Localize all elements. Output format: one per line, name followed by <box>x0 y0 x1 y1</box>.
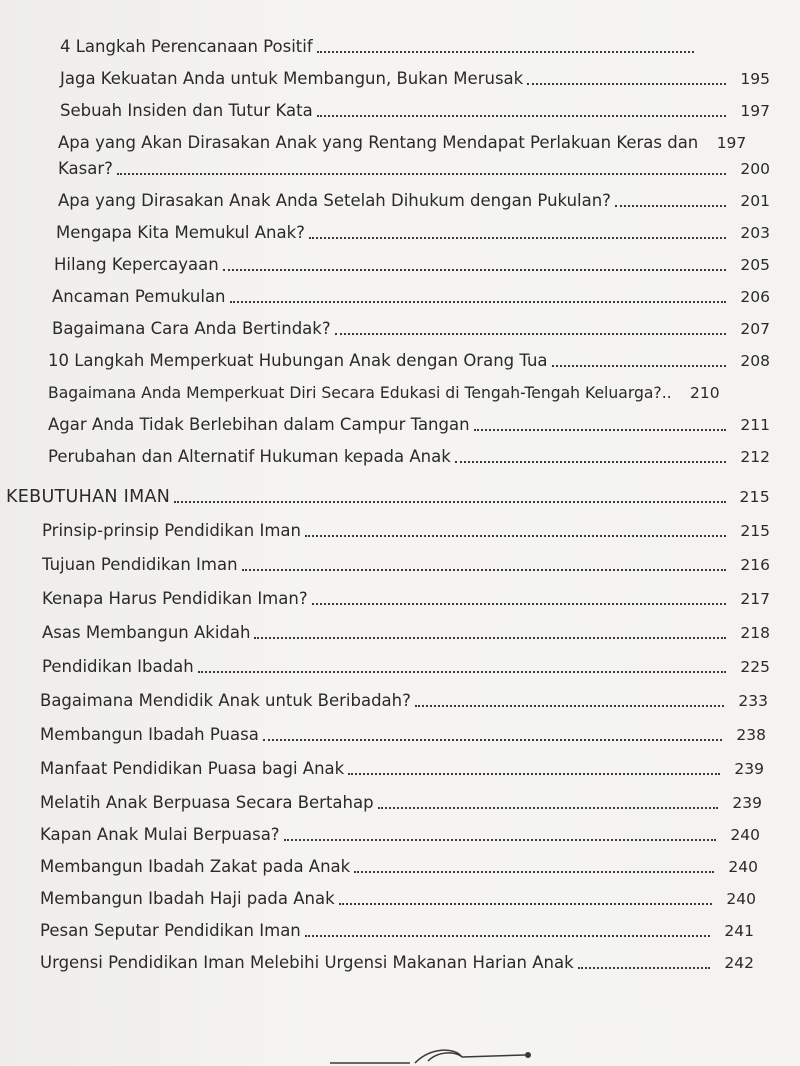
toc-entry-title: Urgensi Pendidikan Iman Melebihi Urgensi Makanan Harian Anak <box>40 953 574 972</box>
toc-entry-page: 238 <box>736 726 766 744</box>
toc-entry-page: 197 <box>740 102 770 120</box>
dot-leader <box>305 535 726 537</box>
toc-entry-title: Kapan Anak Mulai Berpuasa? <box>40 825 280 844</box>
dot-leader <box>230 301 726 303</box>
toc-entry-title: Tujuan Pendidikan Iman <box>42 555 238 574</box>
dot-leader <box>309 237 726 239</box>
toc-entry <box>0 678 800 712</box>
toc-entry-page: 211 <box>740 416 770 434</box>
dot-leader <box>348 773 720 775</box>
toc-entry-page: 242 <box>724 954 754 972</box>
toc-entry-title: Apa yang Akan Dirasakan Anak yang Rentang Mendapat Perlakuan Keras dan <box>58 133 699 152</box>
toc-entry-page: 206 <box>740 288 770 306</box>
toc-entry-title: Prinsip-prinsip Pendidikan Iman <box>42 521 301 540</box>
toc-entry <box>0 780 800 814</box>
dot-leader <box>378 807 718 809</box>
toc-entry-page: 240 <box>728 858 758 876</box>
toc-entry <box>0 942 800 974</box>
toc-entry <box>0 846 800 878</box>
toc-entry-page: 233 <box>738 692 768 710</box>
toc-entry-title: Ancaman Pemukulan <box>52 287 226 306</box>
dot-leader <box>335 333 726 335</box>
toc-entry-page: 239 <box>732 794 762 812</box>
dot-leader <box>284 839 716 841</box>
toc-entry <box>0 576 800 610</box>
toc-entry-page: 240 <box>730 826 760 844</box>
toc-entry-title: Jaga Kekuatan Anda untuk Membangun, Bukan Merusak <box>60 69 524 88</box>
toc-entry <box>0 154 800 180</box>
dot-leader <box>615 205 726 207</box>
toc-entry-title: Perubahan dan Alternatif Hukuman kepada Anak <box>48 447 451 466</box>
toc-entry-title: Pendidikan Ibadah <box>42 657 194 676</box>
toc-entry-title: Melatih Anak Berpuasa Secara Bertahap <box>40 793 374 812</box>
toc-entry-title: Membangun Ibadah Zakat pada Anak <box>40 857 351 876</box>
toc-entry <box>0 404 800 436</box>
dot-leader <box>455 461 726 463</box>
toc-entry-page: 210 <box>690 384 720 402</box>
toc-entry <box>0 712 800 746</box>
toc-entry-page: 203 <box>740 224 770 242</box>
dot-leader <box>305 935 710 937</box>
toc-entry-page: 212 <box>740 448 770 466</box>
toc-entry-title: Membangun Ibadah Puasa <box>40 725 259 744</box>
toc-entry <box>0 122 800 154</box>
dot-leader <box>527 83 726 85</box>
toc-entry <box>0 746 800 780</box>
toc-entry-title: Manfaat Pendidikan Puasa bagi Anak <box>40 759 345 778</box>
toc-entry-title: Mengapa Kita Memukul Anak? <box>56 223 305 242</box>
toc-entry-title: 4 Langkah Perencanaan Positif <box>60 37 313 56</box>
toc-entry <box>0 508 800 542</box>
toc-entry-page: 195 <box>740 70 770 88</box>
dot-leader <box>552 365 726 367</box>
toc-entry-page: 241 <box>724 922 754 940</box>
toc-entry-page: 216 <box>740 556 770 574</box>
toc-entry-page: 207 <box>740 320 770 338</box>
dot-leader <box>317 51 694 53</box>
toc-entry-title: Pesan Seputar Pendidikan Iman <box>40 921 301 940</box>
toc-entry-title: Kenapa Harus Pendidikan Iman? <box>42 589 308 608</box>
table-of-contents <box>0 34 800 974</box>
decorative-ornament-icon <box>330 1045 540 1065</box>
dot-leader <box>223 269 726 271</box>
toc-entry-page: 225 <box>740 658 770 676</box>
toc-entry <box>0 814 800 846</box>
toc-entry-title: Kasar? <box>58 159 113 178</box>
toc-entry-page: 240 <box>726 890 756 908</box>
chapter-page: 215 <box>739 488 770 506</box>
toc-entry-title: 10 Langkah Memperkuat Hubungan Anak dengan Orang Tua <box>48 351 548 370</box>
dot-leader <box>339 903 712 905</box>
toc-entry <box>0 180 800 212</box>
dot-leader <box>174 501 726 503</box>
toc-entry <box>0 244 800 276</box>
dot-leader <box>254 637 726 639</box>
toc-entry-page: 217 <box>740 590 770 608</box>
dot-leader <box>312 603 726 605</box>
dot-leader <box>415 705 724 707</box>
toc-entry <box>0 610 800 644</box>
toc-entry-page: 205 <box>740 256 770 274</box>
dot-leader <box>198 671 726 673</box>
toc-entry <box>0 878 800 910</box>
toc-entry-title: Agar Anda Tidak Berlebihan dalam Campur Tangan <box>48 415 470 434</box>
toc-entry <box>0 372 800 404</box>
dot-leader <box>354 871 714 873</box>
toc-entry-title: Apa yang Dirasakan Anak Anda Setelah Dihukum dengan Pukulan? <box>58 191 611 210</box>
toc-entry <box>0 276 800 308</box>
toc-entry-page: 197 <box>716 134 747 152</box>
toc-entry-title: Sebuah Insiden dan Tutur Kata <box>60 101 313 120</box>
toc-chapter <box>0 468 800 508</box>
toc-entry-title: Membangun Ibadah Haji pada Anak <box>40 889 335 908</box>
toc-entry <box>0 308 800 340</box>
toc-entry-page: 218 <box>740 624 770 642</box>
toc-entry-title: Hilang Kepercayaan <box>54 255 219 274</box>
toc-entry <box>0 436 800 468</box>
dot-leader <box>474 429 726 431</box>
toc-entry-title: Bagaimana Anda Memperkuat Diri Secara Edukasi di Tengah-Tengah Keluarga?.. <box>48 384 672 402</box>
dot-leader <box>117 173 726 175</box>
dot-leader <box>317 115 726 117</box>
chapter-title: KEBUTUHAN IMAN <box>6 487 171 507</box>
toc-entry <box>0 212 800 244</box>
toc-entry <box>0 90 800 122</box>
toc-entry-title: Bagaimana Mendidik Anak untuk Beribadah? <box>40 691 411 710</box>
dot-leader <box>263 739 722 741</box>
toc-entry-title: Bagaimana Cara Anda Bertindak? <box>52 319 331 338</box>
toc-entry-page: 239 <box>734 760 764 778</box>
toc-entry-page: 215 <box>740 522 770 540</box>
toc-entry-page: 201 <box>740 192 770 210</box>
toc-entry <box>0 340 800 372</box>
toc-entry <box>0 34 800 58</box>
dot-leader <box>242 569 726 571</box>
toc-entry <box>0 58 800 90</box>
toc-entry <box>0 910 800 942</box>
toc-entry-title: Asas Membangun Akidah <box>42 623 251 642</box>
toc-entry <box>0 542 800 576</box>
toc-entry-page: 208 <box>740 352 770 370</box>
toc-entry-page: 200 <box>740 160 770 178</box>
dot-leader <box>578 967 710 969</box>
toc-entry <box>0 644 800 678</box>
